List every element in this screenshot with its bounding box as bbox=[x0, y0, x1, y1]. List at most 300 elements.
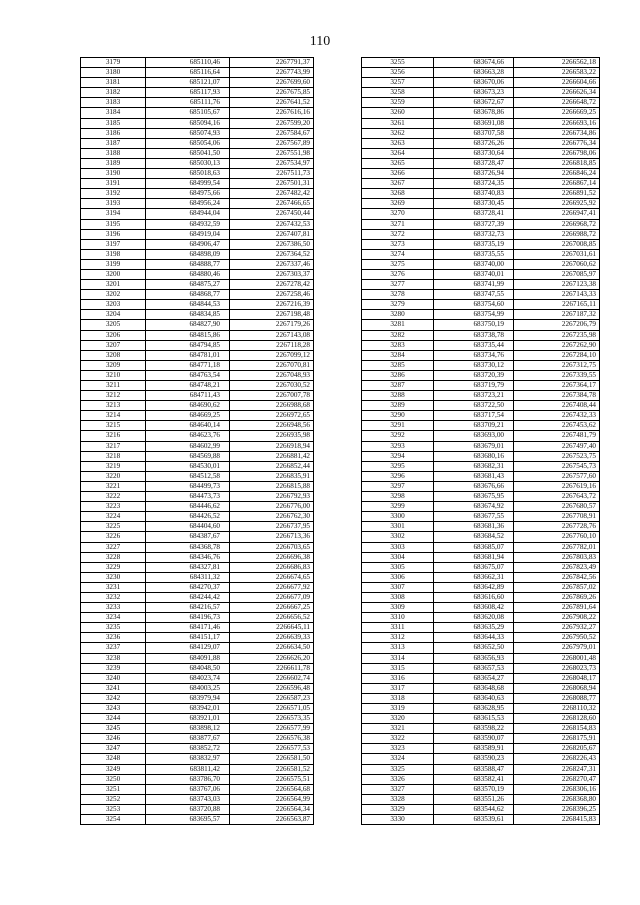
y-coordinate-cell: 2268226,43 bbox=[514, 754, 600, 764]
x-coordinate-cell: 683590,23 bbox=[434, 754, 514, 764]
x-coordinate-cell: 683754,99 bbox=[434, 310, 514, 320]
y-coordinate-cell: 2267031,61 bbox=[514, 249, 600, 259]
point-number-cell: 3236 bbox=[81, 633, 146, 643]
point-number-cell: 3181 bbox=[81, 78, 146, 88]
table-row bbox=[362, 421, 600, 431]
point-number-cell: 3322 bbox=[362, 734, 434, 744]
table-row bbox=[81, 78, 314, 88]
table-row bbox=[362, 401, 600, 411]
x-coordinate-cell: 684640,14 bbox=[146, 421, 230, 431]
y-coordinate-cell: 2267760,10 bbox=[514, 532, 600, 542]
table-row bbox=[362, 300, 600, 310]
table-row bbox=[362, 673, 600, 683]
table-row bbox=[81, 724, 314, 734]
x-coordinate-cell: 683743,03 bbox=[146, 794, 230, 804]
table-row bbox=[362, 179, 600, 189]
x-coordinate-cell: 683717,54 bbox=[434, 411, 514, 421]
x-coordinate-cell: 685094,16 bbox=[146, 118, 230, 128]
y-coordinate-cell: 2266645,11 bbox=[230, 623, 314, 633]
table-row bbox=[81, 502, 314, 512]
table-row bbox=[81, 98, 314, 108]
table-row bbox=[362, 613, 600, 623]
table-row bbox=[81, 774, 314, 784]
y-coordinate-cell: 2266575,51 bbox=[230, 774, 314, 784]
table-row bbox=[362, 623, 600, 633]
x-coordinate-cell: 683735,44 bbox=[434, 340, 514, 350]
table-row bbox=[362, 209, 600, 219]
point-number-cell: 3263 bbox=[362, 138, 434, 148]
y-coordinate-cell: 2266669,25 bbox=[514, 108, 600, 118]
x-coordinate-cell: 683648,68 bbox=[434, 683, 514, 693]
x-coordinate-cell: 684932,59 bbox=[146, 219, 230, 229]
y-coordinate-cell: 2266918,94 bbox=[230, 441, 314, 451]
x-coordinate-cell: 684003,25 bbox=[146, 683, 230, 693]
point-number-cell: 3249 bbox=[81, 764, 146, 774]
x-coordinate-cell: 683707,58 bbox=[434, 128, 514, 138]
point-number-cell: 3203 bbox=[81, 300, 146, 310]
y-coordinate-cell: 2267408,44 bbox=[514, 401, 600, 411]
y-coordinate-cell: 2267482,42 bbox=[230, 189, 314, 199]
point-number-cell: 3225 bbox=[81, 522, 146, 532]
x-coordinate-cell: 683551,26 bbox=[434, 794, 514, 804]
y-coordinate-cell: 2267179,26 bbox=[230, 320, 314, 330]
table-row bbox=[362, 552, 600, 562]
y-coordinate-cell: 2267070,81 bbox=[230, 360, 314, 370]
table-row bbox=[362, 794, 600, 804]
table-row bbox=[81, 663, 314, 673]
point-number-cell: 3287 bbox=[362, 381, 434, 391]
table-row bbox=[81, 744, 314, 754]
x-coordinate-cell: 683628,95 bbox=[434, 704, 514, 714]
point-number-cell: 3310 bbox=[362, 613, 434, 623]
y-coordinate-cell: 2266948,56 bbox=[230, 421, 314, 431]
table-row bbox=[81, 360, 314, 370]
x-coordinate-cell: 684387,67 bbox=[146, 532, 230, 542]
table-row bbox=[81, 381, 314, 391]
point-number-cell: 3179 bbox=[81, 58, 146, 68]
point-number-cell: 3255 bbox=[362, 58, 434, 68]
y-coordinate-cell: 2267680,57 bbox=[514, 502, 600, 512]
x-coordinate-cell: 684346,76 bbox=[146, 552, 230, 562]
y-coordinate-cell: 2266611,78 bbox=[230, 663, 314, 673]
x-coordinate-cell: 683620,08 bbox=[434, 613, 514, 623]
y-coordinate-cell: 2267216,39 bbox=[230, 300, 314, 310]
x-coordinate-cell: 683735,19 bbox=[434, 239, 514, 249]
table-row bbox=[362, 269, 600, 279]
x-coordinate-cell: 684311,32 bbox=[146, 572, 230, 582]
y-coordinate-cell: 2266576,38 bbox=[230, 734, 314, 744]
x-coordinate-cell: 683674,66 bbox=[434, 58, 514, 68]
point-number-cell: 3324 bbox=[362, 754, 434, 764]
x-coordinate-cell: 683730,64 bbox=[434, 148, 514, 158]
table-row bbox=[81, 704, 314, 714]
y-coordinate-cell: 2268023,73 bbox=[514, 663, 600, 673]
point-number-cell: 3223 bbox=[81, 502, 146, 512]
x-coordinate-cell: 683652,50 bbox=[434, 643, 514, 653]
table-row bbox=[362, 754, 600, 764]
point-number-cell: 3306 bbox=[362, 572, 434, 582]
point-number-cell: 3231 bbox=[81, 582, 146, 592]
y-coordinate-cell: 2267782,01 bbox=[514, 542, 600, 552]
x-coordinate-cell: 683635,29 bbox=[434, 623, 514, 633]
x-coordinate-cell: 684690,62 bbox=[146, 401, 230, 411]
table-row bbox=[81, 219, 314, 229]
table-row bbox=[362, 653, 600, 663]
y-coordinate-cell: 2267616,16 bbox=[230, 108, 314, 118]
point-number-cell: 3266 bbox=[362, 169, 434, 179]
y-coordinate-cell: 2267643,72 bbox=[514, 492, 600, 502]
table-row bbox=[81, 683, 314, 693]
x-coordinate-cell: 684048,50 bbox=[146, 663, 230, 673]
point-number-cell: 3302 bbox=[362, 532, 434, 542]
point-number-cell: 3216 bbox=[81, 431, 146, 441]
point-number-cell: 3240 bbox=[81, 673, 146, 683]
y-coordinate-cell: 2268128,60 bbox=[514, 714, 600, 724]
table-row bbox=[81, 623, 314, 633]
table-row bbox=[362, 683, 600, 693]
x-coordinate-cell: 684771,18 bbox=[146, 360, 230, 370]
y-coordinate-cell: 2266972,65 bbox=[230, 411, 314, 421]
table-row bbox=[362, 411, 600, 421]
y-coordinate-cell: 2267384,78 bbox=[514, 391, 600, 401]
point-number-cell: 3275 bbox=[362, 259, 434, 269]
x-coordinate-cell: 683724,35 bbox=[434, 179, 514, 189]
table-row bbox=[362, 532, 600, 542]
table-row bbox=[362, 330, 600, 340]
y-coordinate-cell: 2267567,89 bbox=[230, 138, 314, 148]
x-coordinate-cell: 684023,74 bbox=[146, 673, 230, 683]
y-coordinate-cell: 2266713,36 bbox=[230, 532, 314, 542]
x-coordinate-cell: 684880,46 bbox=[146, 269, 230, 279]
x-coordinate-cell: 683727,39 bbox=[434, 219, 514, 229]
point-number-cell: 3197 bbox=[81, 239, 146, 249]
y-coordinate-cell: 2267007,78 bbox=[230, 391, 314, 401]
point-number-cell: 3297 bbox=[362, 481, 434, 491]
table-row bbox=[81, 300, 314, 310]
x-coordinate-cell: 684827,90 bbox=[146, 320, 230, 330]
y-coordinate-cell: 2267085,97 bbox=[514, 269, 600, 279]
x-coordinate-cell: 683681,43 bbox=[434, 471, 514, 481]
y-coordinate-cell: 2267364,17 bbox=[514, 381, 600, 391]
x-coordinate-cell: 683740,00 bbox=[434, 259, 514, 269]
x-coordinate-cell: 683544,62 bbox=[434, 804, 514, 814]
point-number-cell: 3201 bbox=[81, 280, 146, 290]
point-number-cell: 3208 bbox=[81, 350, 146, 360]
table-row bbox=[81, 794, 314, 804]
y-coordinate-cell: 2267198,48 bbox=[230, 310, 314, 320]
y-coordinate-cell: 2266674,65 bbox=[230, 572, 314, 582]
x-coordinate-cell: 683750,19 bbox=[434, 320, 514, 330]
table-row bbox=[81, 158, 314, 168]
table-row bbox=[81, 330, 314, 340]
table-row bbox=[81, 249, 314, 259]
point-number-cell: 3328 bbox=[362, 794, 434, 804]
y-coordinate-cell: 2266634,50 bbox=[230, 643, 314, 653]
x-coordinate-cell: 685121,07 bbox=[146, 78, 230, 88]
table-row bbox=[81, 815, 314, 825]
point-number-cell: 3253 bbox=[81, 804, 146, 814]
y-coordinate-cell: 2266563,87 bbox=[230, 815, 314, 825]
point-number-cell: 3317 bbox=[362, 683, 434, 693]
coordinate-table-left bbox=[80, 57, 314, 825]
y-coordinate-cell: 2267932,27 bbox=[514, 623, 600, 633]
point-number-cell: 3195 bbox=[81, 219, 146, 229]
point-number-cell: 3239 bbox=[81, 663, 146, 673]
table-row bbox=[362, 169, 600, 179]
y-coordinate-cell: 2267030,52 bbox=[230, 381, 314, 391]
table-row bbox=[362, 340, 600, 350]
table-row bbox=[362, 118, 600, 128]
table-row bbox=[362, 804, 600, 814]
table-row bbox=[81, 481, 314, 491]
x-coordinate-cell: 685041,50 bbox=[146, 148, 230, 158]
x-coordinate-cell: 683852,72 bbox=[146, 744, 230, 754]
table-row bbox=[81, 643, 314, 653]
table-row bbox=[81, 451, 314, 461]
y-coordinate-cell: 2266818,85 bbox=[514, 158, 600, 168]
point-number-cell: 3323 bbox=[362, 744, 434, 754]
table-row bbox=[362, 158, 600, 168]
y-coordinate-cell: 2267481,79 bbox=[514, 431, 600, 441]
x-coordinate-cell: 684270,37 bbox=[146, 582, 230, 592]
x-coordinate-cell: 684426,52 bbox=[146, 512, 230, 522]
point-number-cell: 3200 bbox=[81, 269, 146, 279]
x-coordinate-cell: 684530,01 bbox=[146, 461, 230, 471]
y-coordinate-cell: 2267364,52 bbox=[230, 249, 314, 259]
table-row bbox=[81, 552, 314, 562]
x-coordinate-cell: 683747,55 bbox=[434, 290, 514, 300]
table-row bbox=[81, 572, 314, 582]
point-number-cell: 3251 bbox=[81, 784, 146, 794]
table-row bbox=[81, 370, 314, 380]
y-coordinate-cell: 2268048,17 bbox=[514, 673, 600, 683]
y-coordinate-cell: 2266696,38 bbox=[230, 552, 314, 562]
table-row bbox=[362, 461, 600, 471]
table-row bbox=[81, 108, 314, 118]
y-coordinate-cell: 2266947,41 bbox=[514, 209, 600, 219]
point-number-cell: 3270 bbox=[362, 209, 434, 219]
point-number-cell: 3220 bbox=[81, 471, 146, 481]
table-row bbox=[362, 734, 600, 744]
point-number-cell: 3300 bbox=[362, 512, 434, 522]
y-coordinate-cell: 2267551,98 bbox=[230, 148, 314, 158]
table-row bbox=[362, 148, 600, 158]
x-coordinate-cell: 684906,47 bbox=[146, 239, 230, 249]
point-number-cell: 3221 bbox=[81, 481, 146, 491]
table-row bbox=[362, 774, 600, 784]
y-coordinate-cell: 2267143,08 bbox=[230, 330, 314, 340]
table-row bbox=[362, 219, 600, 229]
point-number-cell: 3224 bbox=[81, 512, 146, 522]
x-coordinate-cell: 684244,42 bbox=[146, 592, 230, 602]
y-coordinate-cell: 2268110,32 bbox=[514, 704, 600, 714]
point-number-cell: 3241 bbox=[81, 683, 146, 693]
x-coordinate-cell: 684956,24 bbox=[146, 199, 230, 209]
y-coordinate-cell: 2267235,98 bbox=[514, 330, 600, 340]
point-number-cell: 3304 bbox=[362, 552, 434, 562]
table-row bbox=[81, 784, 314, 794]
point-number-cell: 3206 bbox=[81, 330, 146, 340]
x-coordinate-cell: 684868,77 bbox=[146, 290, 230, 300]
y-coordinate-cell: 2266835,91 bbox=[230, 471, 314, 481]
x-coordinate-cell: 683590,07 bbox=[434, 734, 514, 744]
y-coordinate-cell: 2267699,60 bbox=[230, 78, 314, 88]
point-number-cell: 3314 bbox=[362, 653, 434, 663]
point-number-cell: 3259 bbox=[362, 98, 434, 108]
x-coordinate-cell: 683723,21 bbox=[434, 391, 514, 401]
x-coordinate-cell: 683722,50 bbox=[434, 401, 514, 411]
y-coordinate-cell: 2267501,31 bbox=[230, 179, 314, 189]
y-coordinate-cell: 2268396,25 bbox=[514, 804, 600, 814]
point-number-cell: 3282 bbox=[362, 330, 434, 340]
point-number-cell: 3191 bbox=[81, 179, 146, 189]
y-coordinate-cell: 2266686,83 bbox=[230, 562, 314, 572]
y-coordinate-cell: 2268001,48 bbox=[514, 653, 600, 663]
table-row bbox=[81, 764, 314, 774]
table-row bbox=[362, 360, 600, 370]
y-coordinate-cell: 2267303,37 bbox=[230, 269, 314, 279]
point-number-cell: 3299 bbox=[362, 502, 434, 512]
table-row bbox=[362, 108, 600, 118]
x-coordinate-cell: 683720,39 bbox=[434, 370, 514, 380]
y-coordinate-cell: 2267728,76 bbox=[514, 522, 600, 532]
y-coordinate-cell: 2268306,16 bbox=[514, 784, 600, 794]
point-number-cell: 3226 bbox=[81, 532, 146, 542]
point-number-cell: 3219 bbox=[81, 461, 146, 471]
table-row bbox=[81, 239, 314, 249]
point-number-cell: 3235 bbox=[81, 623, 146, 633]
x-coordinate-cell: 683726,26 bbox=[434, 138, 514, 148]
point-number-cell: 3293 bbox=[362, 441, 434, 451]
table-row bbox=[362, 724, 600, 734]
point-number-cell: 3292 bbox=[362, 431, 434, 441]
y-coordinate-cell: 2267187,32 bbox=[514, 310, 600, 320]
point-number-cell: 3272 bbox=[362, 229, 434, 239]
x-coordinate-cell: 683681,36 bbox=[434, 522, 514, 532]
point-number-cell: 3217 bbox=[81, 441, 146, 451]
table-row bbox=[362, 441, 600, 451]
y-coordinate-cell: 2266667,25 bbox=[230, 603, 314, 613]
point-number-cell: 3242 bbox=[81, 693, 146, 703]
y-coordinate-cell: 2268205,67 bbox=[514, 744, 600, 754]
point-number-cell: 3252 bbox=[81, 794, 146, 804]
y-coordinate-cell: 2266564,68 bbox=[230, 784, 314, 794]
y-coordinate-cell: 2266596,48 bbox=[230, 683, 314, 693]
x-coordinate-cell: 683670,06 bbox=[434, 78, 514, 88]
y-coordinate-cell: 2266677,09 bbox=[230, 592, 314, 602]
x-coordinate-cell: 685116,64 bbox=[146, 68, 230, 78]
y-coordinate-cell: 2266639,33 bbox=[230, 633, 314, 643]
x-coordinate-cell: 683673,23 bbox=[434, 88, 514, 98]
point-number-cell: 3245 bbox=[81, 724, 146, 734]
y-coordinate-cell: 2267545,73 bbox=[514, 461, 600, 471]
x-coordinate-cell: 683654,27 bbox=[434, 673, 514, 683]
y-coordinate-cell: 2266737,95 bbox=[230, 522, 314, 532]
point-number-cell: 3189 bbox=[81, 158, 146, 168]
x-coordinate-cell: 683608,42 bbox=[434, 603, 514, 613]
point-number-cell: 3192 bbox=[81, 189, 146, 199]
y-coordinate-cell: 2267908,22 bbox=[514, 613, 600, 623]
point-number-cell: 3315 bbox=[362, 663, 434, 673]
x-coordinate-cell: 684129,07 bbox=[146, 643, 230, 653]
x-coordinate-cell: 684499,73 bbox=[146, 481, 230, 491]
table-row bbox=[362, 562, 600, 572]
x-coordinate-cell: 683662,31 bbox=[434, 572, 514, 582]
table-row bbox=[362, 693, 600, 703]
point-number-cell: 3265 bbox=[362, 158, 434, 168]
y-coordinate-cell: 2267950,52 bbox=[514, 633, 600, 643]
point-number-cell: 3320 bbox=[362, 714, 434, 724]
y-coordinate-cell: 2267432,33 bbox=[514, 411, 600, 421]
x-coordinate-cell: 683675,95 bbox=[434, 492, 514, 502]
y-coordinate-cell: 2266581,52 bbox=[230, 764, 314, 774]
point-number-cell: 3186 bbox=[81, 128, 146, 138]
y-coordinate-cell: 2267453,62 bbox=[514, 421, 600, 431]
y-coordinate-cell: 2267339,55 bbox=[514, 370, 600, 380]
y-coordinate-cell: 2267523,75 bbox=[514, 451, 600, 461]
y-coordinate-cell: 2266577,99 bbox=[230, 724, 314, 734]
y-coordinate-cell: 2266798,06 bbox=[514, 148, 600, 158]
table-row bbox=[81, 441, 314, 451]
table-row bbox=[81, 522, 314, 532]
point-number-cell: 3281 bbox=[362, 320, 434, 330]
x-coordinate-cell: 684669,25 bbox=[146, 411, 230, 421]
y-coordinate-cell: 2267008,85 bbox=[514, 239, 600, 249]
point-number-cell: 3261 bbox=[362, 118, 434, 128]
y-coordinate-cell: 2266925,92 bbox=[514, 199, 600, 209]
point-number-cell: 3244 bbox=[81, 714, 146, 724]
x-coordinate-cell: 683644,33 bbox=[434, 633, 514, 643]
x-coordinate-cell: 683734,76 bbox=[434, 350, 514, 360]
table-row bbox=[81, 673, 314, 683]
point-number-cell: 3325 bbox=[362, 764, 434, 774]
point-number-cell: 3218 bbox=[81, 451, 146, 461]
table-row bbox=[81, 542, 314, 552]
y-coordinate-cell: 2267386,50 bbox=[230, 239, 314, 249]
point-number-cell: 3307 bbox=[362, 582, 434, 592]
table-row bbox=[362, 542, 600, 552]
point-number-cell: 3312 bbox=[362, 633, 434, 643]
table-row bbox=[81, 179, 314, 189]
point-number-cell: 3308 bbox=[362, 592, 434, 602]
table-row bbox=[362, 592, 600, 602]
x-coordinate-cell: 684171,46 bbox=[146, 623, 230, 633]
y-coordinate-cell: 2267599,20 bbox=[230, 118, 314, 128]
table-row bbox=[362, 744, 600, 754]
table-row bbox=[362, 582, 600, 592]
page-number: 110 bbox=[309, 34, 331, 49]
y-coordinate-cell: 2266792,93 bbox=[230, 492, 314, 502]
point-number-cell: 3227 bbox=[81, 542, 146, 552]
table-row bbox=[362, 572, 600, 582]
table-row bbox=[81, 189, 314, 199]
y-coordinate-cell: 2266602,74 bbox=[230, 673, 314, 683]
y-coordinate-cell: 2268270,47 bbox=[514, 774, 600, 784]
x-coordinate-cell: 685105,67 bbox=[146, 108, 230, 118]
table-row bbox=[362, 431, 600, 441]
y-coordinate-cell: 2266562,18 bbox=[514, 58, 600, 68]
point-number-cell: 3196 bbox=[81, 229, 146, 239]
y-coordinate-cell: 2267675,85 bbox=[230, 88, 314, 98]
table-row bbox=[81, 58, 314, 68]
x-coordinate-cell: 683640,63 bbox=[434, 693, 514, 703]
table-row bbox=[81, 118, 314, 128]
y-coordinate-cell: 2267743,99 bbox=[230, 68, 314, 78]
x-coordinate-cell: 683726,94 bbox=[434, 169, 514, 179]
y-coordinate-cell: 2266604,66 bbox=[514, 78, 600, 88]
point-number-cell: 3294 bbox=[362, 451, 434, 461]
table-row bbox=[362, 199, 600, 209]
